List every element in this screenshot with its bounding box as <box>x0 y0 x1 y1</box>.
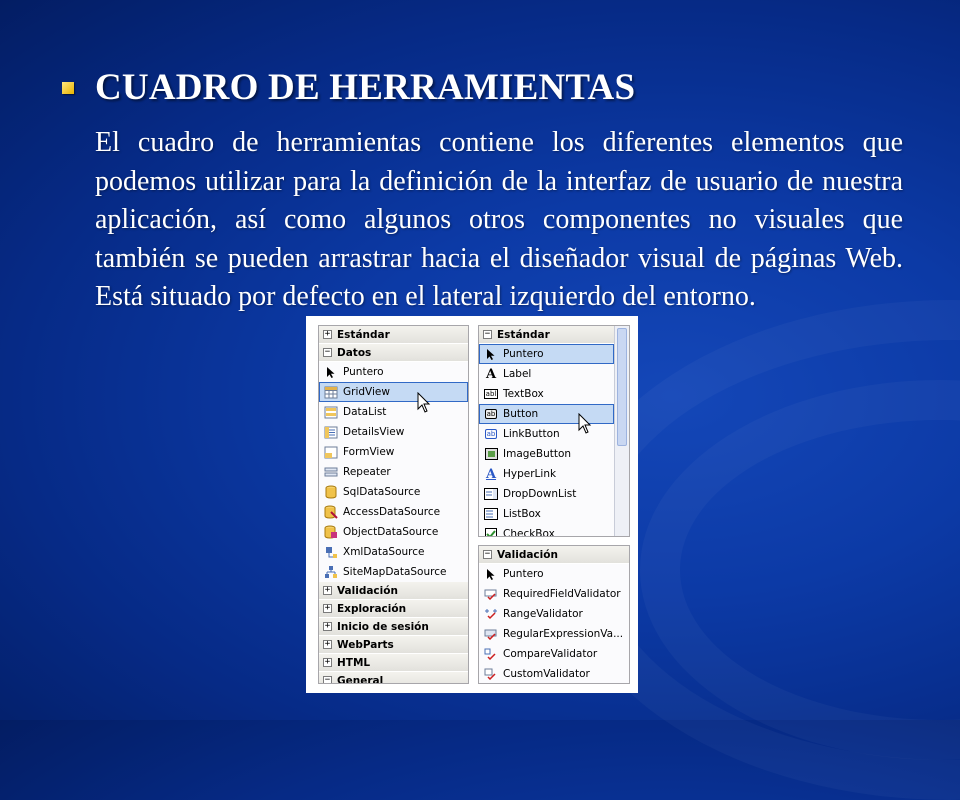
slide-paragraph: El cuadro de herramientas contiene los diferentes elementos que podemos utilizar para la definición de la interfaz de usuario de nuestra aplicación, así como algunos otros componentes no visuales que también se pueden arrastrar hacia el diseñador visual de páginas Web. Está situado por defecto en el lateral izquierdo del entorno. <box>95 127 903 312</box>
toolbox-item-label: Label <box>503 368 532 380</box>
imagebutton-icon <box>484 447 498 461</box>
toolbox-item-requiredfieldvalidator[interactable] <box>479 584 629 604</box>
category-datos[interactable] <box>319 344 468 362</box>
toolbox-item-label: RequiredFieldValidator <box>503 588 621 600</box>
toolbox-item-formview[interactable] <box>319 442 468 462</box>
hyperlink-icon: A <box>485 466 497 482</box>
repeater-icon <box>324 465 338 479</box>
mouse-cursor-icon <box>417 392 431 414</box>
toolbox-item-puntero[interactable] <box>479 344 614 364</box>
category-webparts[interactable] <box>319 636 468 654</box>
pointer-icon <box>484 567 498 581</box>
expand-icon[interactable]: + <box>324 329 331 339</box>
slide-heading: CUADRO DE HERRAMIENTAS <box>95 67 636 108</box>
toolbox-item-sitemapdatasource[interactable] <box>319 562 468 582</box>
sitemap-icon <box>324 565 338 579</box>
expand-icon[interactable]: + <box>324 621 331 631</box>
xml-icon <box>324 545 338 559</box>
category-label: Datos <box>337 346 372 359</box>
toolbox-item-repeater[interactable] <box>319 462 468 482</box>
toolbox-item-datalist[interactable] <box>319 402 468 422</box>
toolbox-item-label: FormView <box>343 446 395 458</box>
category-general[interactable] <box>319 672 468 684</box>
label-icon: A <box>485 366 497 382</box>
validator-icon <box>484 587 498 601</box>
database-icon <box>324 485 338 499</box>
dropdown-icon <box>484 487 498 501</box>
toolbox-item-label: CheckBox <box>503 528 555 537</box>
scrollbar[interactable] <box>614 326 629 536</box>
collapse-icon[interactable]: − <box>484 329 491 339</box>
toolbox-item-dropdownlist[interactable] <box>479 484 614 504</box>
form-icon <box>324 445 338 459</box>
toolbox-item-label: Button <box>503 408 539 420</box>
collapse-icon[interactable]: − <box>484 549 491 559</box>
toolbox-item-customvalidator[interactable] <box>479 664 629 684</box>
toolbox-panel-validacion <box>478 545 630 684</box>
toolbox-item-imagebutton[interactable] <box>479 444 614 464</box>
category-label: General <box>337 674 384 684</box>
toolbox-item-label: DropDownList <box>503 488 577 500</box>
toolbox-item-label: RangeValidator <box>503 608 583 620</box>
toolbox-item-listbox[interactable] <box>479 504 614 524</box>
category-label: Validación <box>497 548 558 561</box>
toolbox-item-label: TextBox <box>503 388 544 400</box>
toolbox-item-label[interactable] <box>479 364 614 384</box>
toolbox-panel-datos <box>318 325 469 684</box>
listbox-icon <box>484 507 498 521</box>
category-label: Validación <box>337 584 398 597</box>
toolbox-item-regularexpressionva[interactable] <box>479 624 629 644</box>
toolbox-item-label: SqlDataSource <box>343 486 421 498</box>
toolbox-item-checkbox[interactable] <box>479 524 614 537</box>
toolbox-item-linkbutton[interactable] <box>479 424 614 444</box>
toolbox-item-rangevalidator[interactable] <box>479 604 629 624</box>
toolbox-item-textbox[interactable] <box>479 384 614 404</box>
toolbox-item-label: CustomValidator <box>503 668 590 680</box>
toolbox-panel-estandar <box>478 325 630 537</box>
toolbox-item-label: CompareValidator <box>503 648 598 660</box>
toolbox-item-accessdatasource[interactable] <box>319 502 468 522</box>
linkbutton-icon: ab <box>486 430 496 438</box>
toolbox-item-label: Puntero <box>503 568 544 580</box>
toolbox-item-label: Puntero <box>343 366 384 378</box>
category-label: HTML <box>337 656 371 669</box>
category-html[interactable] <box>319 654 468 672</box>
category-exploración[interactable] <box>319 600 468 618</box>
category-estándar[interactable] <box>479 326 629 344</box>
toolbox-item-label: ObjectDataSource <box>343 526 439 538</box>
toolbox-item-button[interactable] <box>479 404 614 424</box>
details-icon <box>324 425 338 439</box>
grid-icon <box>324 385 338 399</box>
toolbox-item-label: ListBox <box>503 508 541 520</box>
checkbox-icon <box>484 527 498 537</box>
toolbox-item-sqldatasource[interactable] <box>319 482 468 502</box>
toolbox-item-label: DetailsView <box>343 426 405 438</box>
toolbox-item-label: Repeater <box>343 466 391 478</box>
list-icon <box>324 405 338 419</box>
toolbox-item-objectdatasource[interactable] <box>319 522 468 542</box>
toolbox-item-label: ImageButton <box>503 448 572 460</box>
range-validator-icon <box>484 607 498 621</box>
category-label: WebParts <box>337 638 394 651</box>
category-inicio-de-sesión[interactable] <box>319 618 468 636</box>
category-label: Estándar <box>337 328 390 341</box>
toolbox-screenshot <box>306 316 638 693</box>
toolbox-item-label: SiteMapDataSource <box>343 566 447 578</box>
button-icon: ab <box>486 410 496 418</box>
toolbox-item-detailsview[interactable] <box>319 422 468 442</box>
toolbox-item-comparevalidator[interactable] <box>479 644 629 664</box>
toolbox-item-label: XmlDataSource <box>343 546 425 558</box>
toolbox-item-label: GridView <box>343 386 390 398</box>
toolbox-item-label: HyperLink <box>503 468 557 480</box>
expand-icon[interactable]: + <box>324 585 331 595</box>
custom-validator-icon <box>484 667 498 681</box>
expand-icon[interactable]: + <box>324 603 331 613</box>
pointer-icon <box>484 347 498 361</box>
textbox-icon: abl <box>485 390 497 398</box>
toolbox-item-label: DataList <box>343 406 387 418</box>
toolbox-item-label: RegularExpressionVa... <box>503 628 624 640</box>
category-estándar[interactable] <box>319 326 468 344</box>
scrollbar-thumb[interactable] <box>617 328 627 446</box>
toolbox-item-label: LinkButton <box>503 428 560 440</box>
expand-icon[interactable]: + <box>324 657 331 667</box>
collapse-icon[interactable]: − <box>324 675 331 684</box>
mouse-cursor-icon <box>578 413 592 435</box>
category-label: Inicio de sesión <box>337 620 429 633</box>
toolbox-item-hyperlink[interactable] <box>479 464 614 484</box>
access-icon <box>324 505 338 519</box>
category-validación[interactable] <box>479 546 629 564</box>
category-validación[interactable] <box>319 582 468 600</box>
regex-validator-icon <box>484 627 498 641</box>
category-label: Exploración <box>337 602 407 615</box>
pointer-icon <box>324 365 338 379</box>
toolbox-item-label: Puntero <box>503 348 544 360</box>
collapse-icon[interactable]: − <box>324 347 331 357</box>
toolbox-item-puntero[interactable] <box>479 564 629 584</box>
toolbox-item-label: AccessDataSource <box>343 506 441 518</box>
toolbox-item-gridview[interactable] <box>319 382 468 402</box>
toolbox-item-puntero[interactable] <box>319 362 468 382</box>
bullet-icon <box>62 82 74 94</box>
expand-icon[interactable]: + <box>324 639 331 649</box>
compare-validator-icon <box>484 647 498 661</box>
object-icon <box>324 525 338 539</box>
category-label: Estándar <box>497 328 550 341</box>
toolbox-item-xmldatasource[interactable] <box>319 542 468 562</box>
